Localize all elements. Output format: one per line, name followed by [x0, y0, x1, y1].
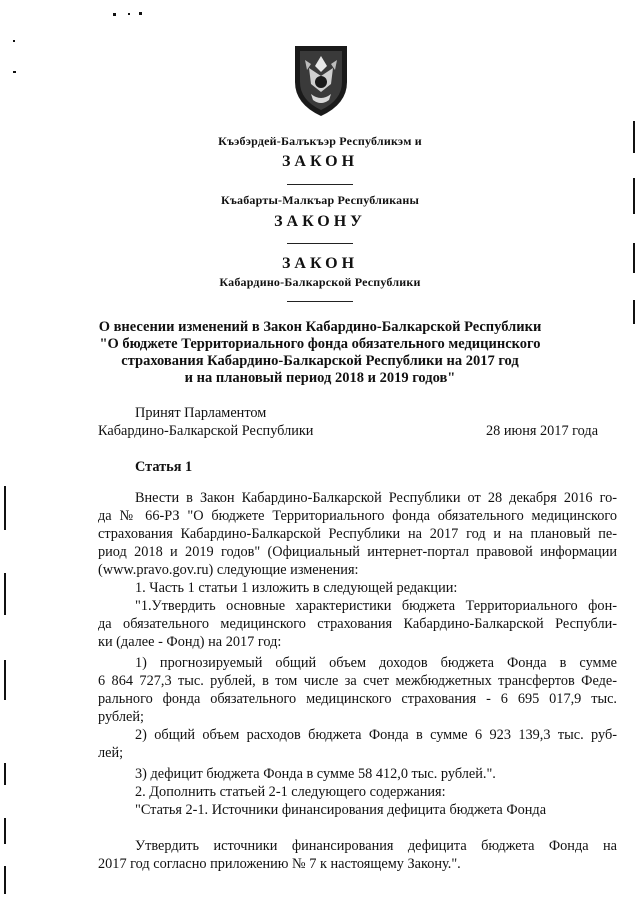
scan-mark [4, 866, 6, 894]
scan-mark [139, 12, 142, 15]
article-heading: Статья 1 [135, 459, 193, 475]
scan-mark [4, 573, 6, 615]
law-heading-kabardian: ЗАКОН [281, 153, 359, 170]
adopted-by: Принят Парламентом [135, 405, 267, 421]
law-title-line: "О бюджете Территориального фонда обязательного медицинского [99, 336, 541, 352]
coat-of-arms-emblem [291, 42, 351, 118]
divider [287, 301, 353, 302]
scan-mark [4, 486, 6, 530]
article-line: рублей; [98, 709, 144, 725]
article-line: "Статья 2-1. Источники финансирования дефицита бюджета Фонда [135, 802, 547, 818]
republic-name-russian: Кабардино-Балкарской Республики [219, 275, 421, 289]
article-line: 1. Часть 1 статьи 1 изложить в следующей редакции: [135, 580, 458, 596]
article-line: "1.Утвердить основные характеристики бюджета Территориального фон- [135, 598, 617, 614]
article-line: (www.pravo.gov.ru) следующие изменения: [98, 562, 359, 578]
law-title-line: и на плановый период 2018 и 2019 годов" [184, 370, 456, 386]
law-title-line: О внесении изменений в Закон Кабардино-Балкарской Республики [98, 319, 542, 335]
scan-mark [4, 660, 6, 700]
article-line: Внести в Закон Кабардино-Балкарской Республики от 28 декабря 2016 го- [135, 490, 617, 506]
article-line: 1) прогнозируемый общий объем доходов бюджета Фонда в сумме [135, 655, 617, 671]
republic-name-balkar: Къабарты-Малкъар Республиканы [220, 193, 420, 207]
article-line: да № 66-РЗ "О бюджете Территориального фонда обязательного медицинского [98, 508, 617, 524]
article-line: Утвердить источники финансирования дефицита бюджета Фонда на [135, 838, 617, 854]
divider [287, 184, 353, 185]
article-line: 3) дефицит бюджета Фонда в сумме 58 412,0 тыс. рублей.". [135, 766, 496, 782]
article-line: рального фонда обязательного медицинского страхования - 6 695 017,9 тыс. [98, 691, 617, 707]
scan-mark [13, 71, 16, 73]
scan-mark [128, 13, 130, 15]
article-line: 6 864 727,3 тыс. рублей, в том числе за счет межбюджетных трансфертов Феде- [98, 673, 617, 689]
article-line: ки (далее - Фонд) на 2017 год: [98, 634, 282, 650]
scan-mark [13, 40, 15, 42]
scan-mark [113, 13, 116, 16]
article-line: страхования Кабардино-Балкарской Республики на 2017 год и на плановый пе- [98, 526, 617, 542]
scan-mark [4, 818, 6, 844]
scan-mark [4, 763, 6, 785]
law-heading-balkar: ЗАКОНУ [274, 213, 366, 230]
adopted-by-parliament: Кабардино-Балкарской Республики [98, 423, 314, 439]
article-line: лей; [98, 745, 124, 761]
law-heading-russian: ЗАКОН [281, 255, 359, 272]
article-line: риод 2018 и 2019 годов" (Официальный интернет-портал правовой информации [98, 544, 617, 560]
law-title-line: страхования Кабардино-Балкарской Республики на 2017 год [121, 353, 519, 369]
republic-name-kabardian: Къэбэрдей-Балъкъэр Республикэм и [218, 134, 422, 148]
article-line: 2. Дополнить статьей 2-1 следующего содержания: [135, 784, 446, 800]
article-line: да обязательного медицинского страхования Кабардино-Балкарской Республи- [98, 616, 617, 632]
article-line: 2017 год согласно приложению № 7 к настоящему Закону.". [98, 856, 461, 872]
article-line: 2) общий объем расходов бюджета Фонда в сумме 6 923 139,3 тыс. руб- [135, 727, 617, 743]
divider [287, 243, 353, 244]
adoption-date: 28 июня 2017 года [486, 423, 599, 439]
